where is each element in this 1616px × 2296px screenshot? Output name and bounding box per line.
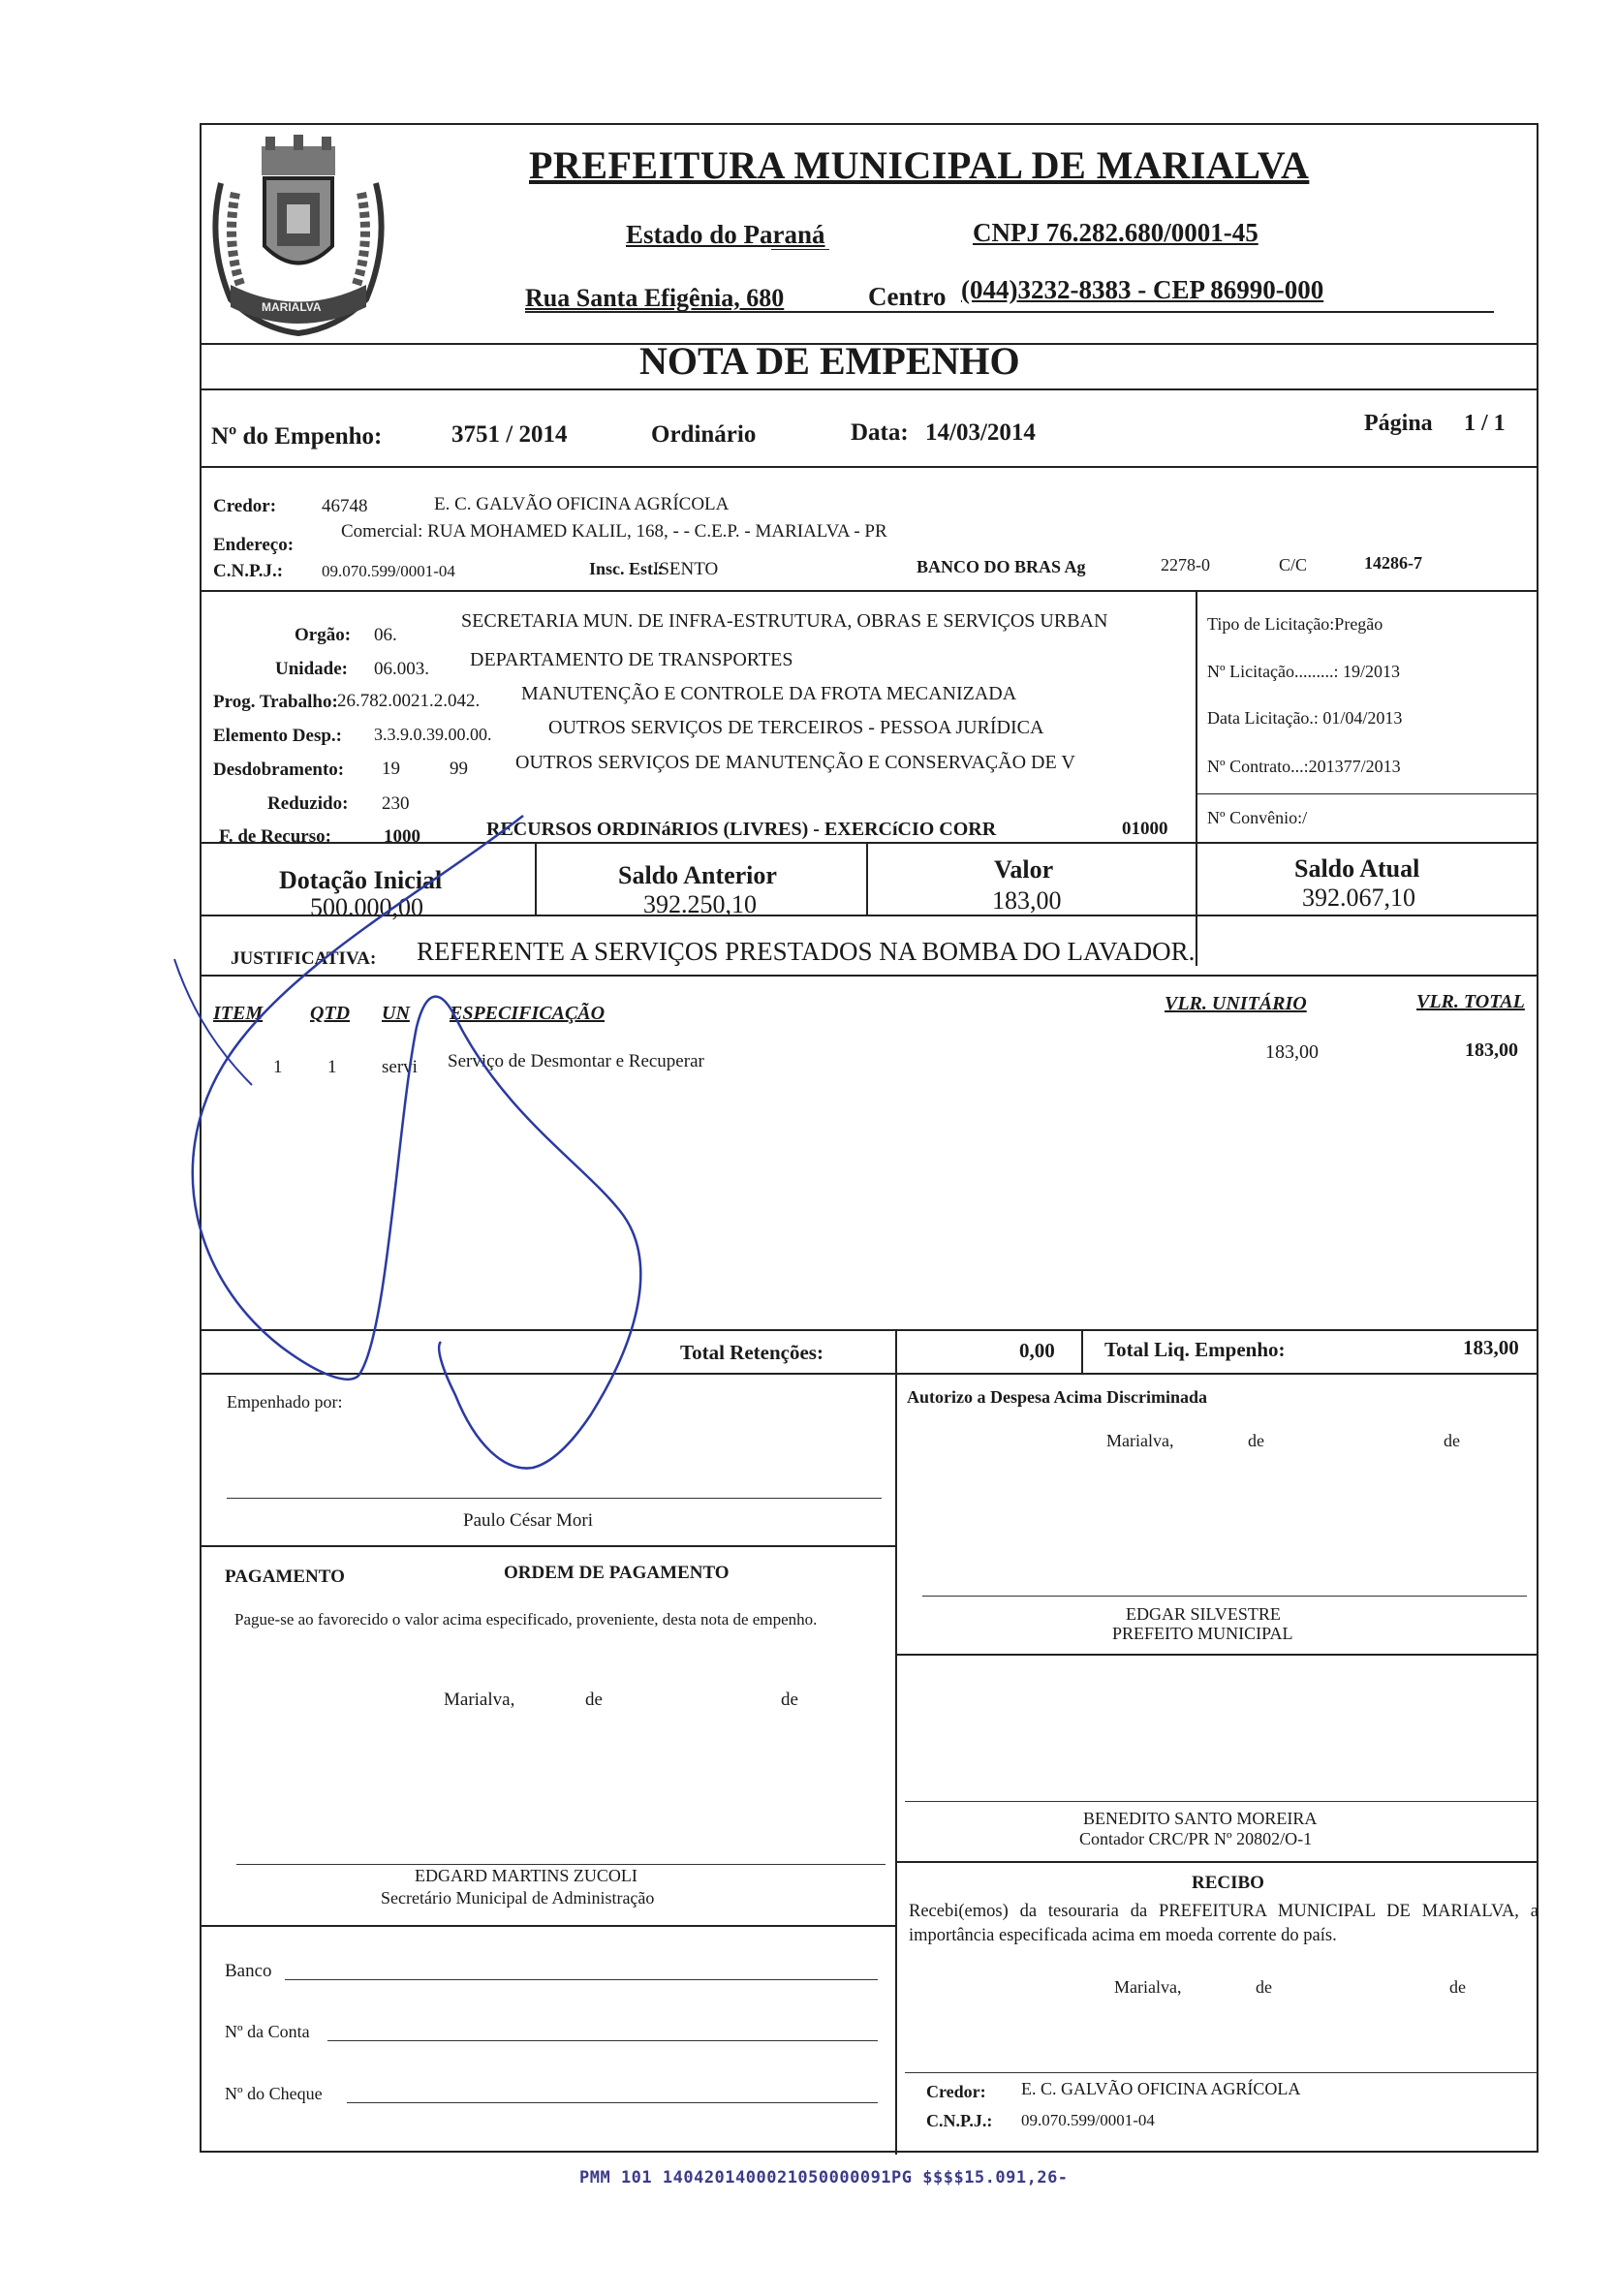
ordem-pagamento-label: ORDEM DE PAGAMENTO [504, 1563, 730, 1583]
conta-label: Nº da Conta [225, 2022, 310, 2041]
retencoes-label: Total Retenções: [680, 1341, 824, 1364]
desdobramento-code2: 99 [450, 759, 468, 779]
page-label: Página [1364, 411, 1433, 436]
empenhado-signature-line [227, 1498, 882, 1499]
prefeitura-cnpj: CNPJ 76.282.680/0001-45 [973, 218, 1259, 247]
bank-agency: 2278-0 [1161, 555, 1210, 574]
convenio-numero: Nº Convênio:/ [1207, 808, 1308, 827]
licitacao-data: Data Licitação.: 01/04/2013 [1207, 708, 1403, 728]
recibo-credor-label: Credor: [926, 2082, 986, 2101]
prefeito-name: EDGAR SILVESTRE [1126, 1604, 1281, 1624]
pagamento-de2: de [781, 1690, 798, 1710]
recibo-cnpj-label: C.N.P.J.: [926, 2111, 993, 2130]
justificativa-text: REFERENTE A SERVIÇOS PRESTADOS NA BOMBA DO LAVADOR. [417, 937, 1196, 966]
elemento-name: OUTROS SERVIÇOS DE TERCEIROS - PESSOA JURÍDICA [548, 717, 1044, 738]
phone-cep: (044)3232-8383 - CEP 86990-000 [961, 275, 1324, 304]
secretario-signature-line [236, 1864, 886, 1865]
pagamento-place: Marialva, [444, 1690, 515, 1710]
district: Centro [868, 282, 947, 311]
credor-bottom-rule [202, 590, 1537, 592]
items-header-unit-price: VLR. UNITÁRIO [1165, 993, 1307, 1014]
saldo-anterior-label: Saldo Anterior [618, 861, 777, 889]
row-qtd: 1 [327, 1057, 337, 1077]
total-liq-value: 183,00 [1463, 1336, 1519, 1359]
autorizo-label: Autorizo a Despesa Acima Discriminada [907, 1387, 1207, 1407]
secretario-name: EDGARD MARTINS ZUCOLI [415, 1866, 637, 1885]
totals-top-rule [202, 1329, 1537, 1331]
row-unit: servi [382, 1057, 418, 1077]
empenho-type: Ordinário [651, 421, 757, 448]
recibo-cnpj-value: 09.070.599/0001-04 [1021, 2111, 1155, 2129]
totals-div-2 [1081, 1329, 1083, 1373]
recibo-place: Marialva, [1114, 1977, 1182, 1997]
values-div-2 [866, 842, 868, 915]
desdobramento-code1: 19 [382, 759, 400, 779]
recurso-code: 1000 [384, 826, 420, 847]
bank-account: 14286-7 [1364, 553, 1422, 573]
contador-signature-line [905, 1801, 1537, 1802]
valor-value: 183,00 [992, 886, 1062, 915]
credor-address: Comercial: RUA MOHAMED KALIL, 168, - - C.E.P. - MARIALVA - PR [341, 521, 887, 542]
empenhado-por-label: Empenhado por: [227, 1392, 343, 1412]
signature-divider [895, 1373, 897, 2155]
row-unit-price: 183,00 [1265, 1041, 1319, 1063]
contrato-numero: Nº Contrato...:201377/2013 [1207, 757, 1401, 776]
dotacao-value: 500.000,00 [310, 893, 423, 921]
desdobramento-name: OUTROS SERVIÇOS DE MANUTENÇÃO E CONSERVAÇÃO DE V [515, 752, 1075, 773]
totals-bottom-rule [202, 1373, 1537, 1375]
autorizo-place: Marialva, [1106, 1431, 1174, 1450]
prog-name: MANUTENÇÃO E CONTROLE DA FROTA MECANIZADA [521, 683, 1017, 704]
reduzido-label: Reduzido: [267, 793, 349, 814]
orgao-label: Orgão: [295, 625, 352, 645]
empenhado-name: Paulo César Mori [463, 1510, 594, 1531]
items-header-item: ITEM [213, 1003, 264, 1024]
empenho-bottom-rule [202, 466, 1537, 468]
recurso-name: RECURSOS ORDINáRIOS (LIVRES) - EXERCíCIO CORR [486, 819, 997, 840]
valor-label: Valor [994, 855, 1054, 884]
municipal-crest [202, 125, 395, 348]
recurso-label: F. de Recurso: [219, 826, 331, 847]
recibo-top-rule [895, 1861, 1537, 1863]
items-header-spec: ESPECIFICAÇÃO [450, 1003, 606, 1024]
crest-banner-text: MARIALVA [262, 300, 322, 314]
credor-cnpj: 09.070.599/0001-04 [322, 562, 455, 580]
contador-title: Contador CRC/PR Nº 20802/O-1 [1079, 1829, 1313, 1848]
prefeito-bottom-rule [895, 1654, 1537, 1656]
credor-insc: ISENTO [653, 559, 719, 579]
autorizo-de2: de [1444, 1431, 1460, 1450]
unidade-code: 06.003. [374, 659, 429, 679]
prog-code: 26.782.0021.2.042. [337, 691, 481, 711]
prefeito-title: PREFEITO MUNICIPAL [1112, 1624, 1293, 1643]
nota-empenho-form [200, 123, 1538, 2153]
secretario-title: Secretário Municipal de Administração [381, 1888, 655, 1908]
values-top-rule [202, 842, 1537, 844]
desdobramento-label: Desdobramento: [213, 760, 345, 780]
credor-name: E. C. GALVÃO OFICINA AGRÍCOLA [434, 494, 730, 514]
recibo-de1: de [1256, 1977, 1272, 1997]
cnpj-label: C.N.P.J.: [213, 561, 284, 581]
municipality-title: PREFEITURA MUNICIPAL DE MARIALVA [529, 143, 1310, 187]
state-rule [771, 249, 829, 250]
pagamento-de1: de [585, 1690, 603, 1710]
recurso-number: 01000 [1122, 819, 1168, 839]
endereco-label: Endereço: [213, 535, 295, 555]
licitacao-numero: Nº Licitação.........: 19/2013 [1207, 662, 1401, 681]
retencoes-value: 0,00 [1019, 1339, 1055, 1362]
items-header-un: UN [382, 1003, 410, 1024]
banco-top-rule [202, 1925, 895, 1927]
row-spec: Serviço de Desmontar e Recuperar [448, 1051, 704, 1071]
cc-label: C/C [1279, 555, 1308, 574]
saldo-atual-value: 392.067,10 [1302, 884, 1415, 912]
cheque-label: Nº do Cheque [225, 2084, 323, 2103]
crest-icon [202, 125, 395, 348]
empenho-date-label: Data: [851, 419, 909, 446]
elemento-code: 3.3.9.0.39.00.00. [374, 725, 492, 744]
document-title: NOTA DE EMPENHO [639, 339, 1020, 383]
saldo-anterior-value: 392.250,10 [643, 890, 757, 918]
autorizo-de1: de [1248, 1431, 1264, 1450]
unidade-label: Unidade: [275, 659, 348, 679]
orgao-code: 06. [374, 625, 397, 645]
state-name: Estado do Paraná [626, 220, 825, 249]
recibo-de2: de [1449, 1977, 1466, 1997]
empenho-number-label: Nº do Empenho: [211, 423, 383, 450]
row-item: 1 [273, 1057, 283, 1077]
banco-label: Banco [225, 1961, 272, 1981]
recibo-credor-name: E. C. GALVÃO OFICINA AGRÍCOLA [1021, 2079, 1301, 2098]
reduzido-value: 230 [382, 793, 410, 814]
unidade-name: DEPARTAMENTO DE TRANSPORTES [470, 649, 793, 670]
recibo-signature-line [905, 2072, 1537, 2073]
page-number: 1 / 1 [1464, 411, 1506, 436]
address-rule [525, 311, 1494, 313]
prefeito-signature-line [922, 1596, 1527, 1597]
justificativa-bottom-rule [202, 975, 1537, 977]
values-bottom-rule [202, 915, 1537, 916]
values-div-1 [535, 842, 537, 915]
values-div-3 [1196, 842, 1197, 915]
total-liq-label: Total Liq. Empenho: [1104, 1338, 1286, 1361]
licitacao-tipo: Tipo de Licitação:Pregão [1207, 614, 1383, 634]
footer-print-code: PMM 101 1404201400021050000091PG $$$$15.091,26- [579, 2168, 1069, 2187]
pagamento-top-rule [202, 1545, 895, 1547]
empenho-number: 3751 / 2014 [451, 421, 568, 448]
contador-name: BENEDITO SANTO MOREIRA [1083, 1809, 1318, 1828]
pagamento-label: PAGAMENTO [225, 1567, 345, 1587]
conta-field[interactable] [327, 2040, 878, 2041]
bank-label: BANCO DO BRAS Ag [917, 557, 1086, 576]
items-header-qtd: QTD [310, 1003, 351, 1024]
totals-div-1 [895, 1329, 897, 1373]
recibo-text: Recebi(emos) da tesouraria da PREFEITURA MUNICIPAL DE MARIALVA, a importância especificada acima em moeda corrente do país. [909, 1902, 1538, 1945]
credor-code: 46748 [322, 496, 368, 516]
insc-label: Insc. Est.: [589, 559, 664, 578]
dotacao-label: Dotação Inicial [279, 866, 443, 894]
elemento-label: Elemento Desp.: [213, 726, 342, 746]
empenho-date: 14/03/2014 [925, 419, 1036, 446]
pague-text: Pague-se ao favorecido o valor acima especificado, proveniente, desta nota de empenho. [234, 1610, 818, 1629]
row-total: 183,00 [1465, 1039, 1518, 1061]
justificativa-label: JUSTIFICATIVA: [231, 948, 377, 969]
orgao-name: SECRETARIA MUN. DE INFRA-ESTRUTURA, OBRAS E SERVIÇOS URBAN [461, 610, 1108, 632]
recibo-label: RECIBO [1192, 1873, 1264, 1893]
credor-label: Credor: [213, 496, 277, 516]
cheque-field[interactable] [347, 2102, 878, 2103]
prog-label: Prog. Trabalho: [213, 692, 338, 712]
banco-field[interactable] [285, 1979, 878, 1980]
title-bottom-rule [202, 388, 1537, 390]
saldo-atual-label: Saldo Atual [1294, 854, 1420, 883]
convenio-rule [1196, 793, 1537, 794]
street-address: Rua Santa Efigênia, 680 [525, 284, 785, 312]
items-header-total: VLR. TOTAL [1416, 991, 1525, 1012]
